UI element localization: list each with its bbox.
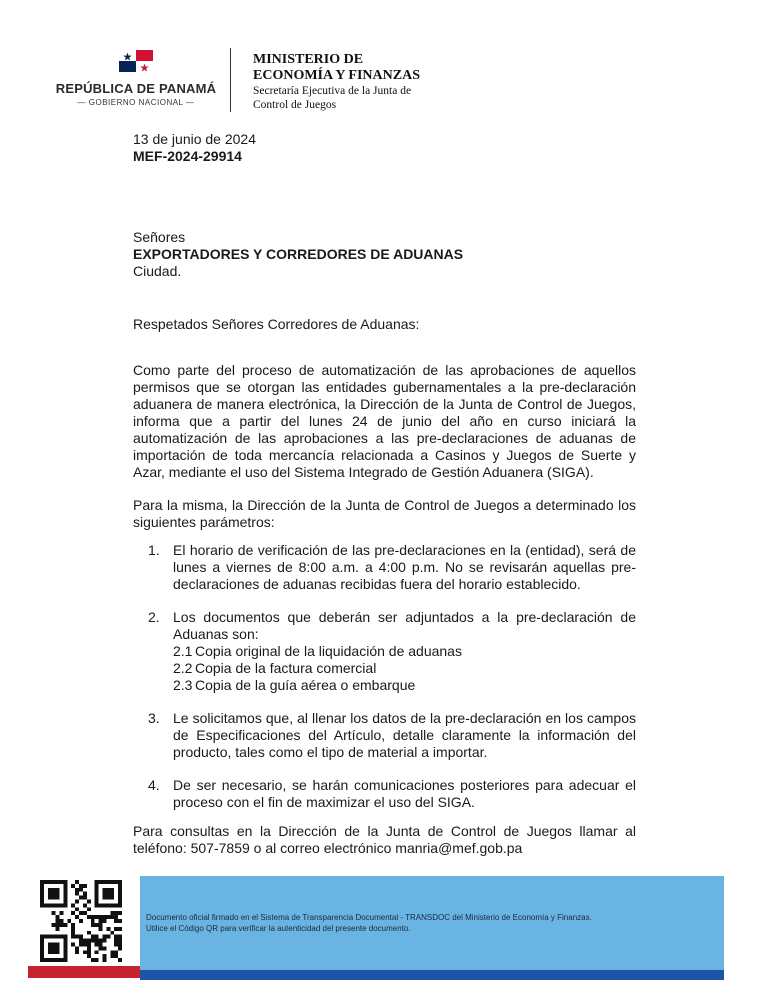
footer-notice <box>146 912 716 934</box>
footer-bar-red <box>28 966 140 978</box>
sub-item-text: Copia original de la liquidación de aduanas <box>195 643 462 659</box>
government-logo <box>52 50 220 107</box>
letter-date: 13 de junio de 2024 <box>133 131 256 147</box>
list-item <box>148 542 636 593</box>
list-item-number: 1. <box>148 542 160 558</box>
sub-item-number: 2.2 <box>173 660 193 676</box>
ministry-name-line1: MINISTERIO DE <box>253 52 364 67</box>
footer-bar-blue <box>140 970 724 980</box>
list-item-number: 2. <box>148 609 160 625</box>
list-item <box>148 777 636 811</box>
list-item-text: De ser necesario, se harán comunicaciones posteriores para adecuar el proceso con el fin de maximizar el uso del SIGA. <box>173 777 636 810</box>
addressee: EXPORTADORES Y CORREDORES DE ADUANAS <box>133 246 464 262</box>
list-item <box>148 609 636 694</box>
qr-code-icon <box>40 880 122 962</box>
paragraph-parameters: Para la misma, la Dirección de la Junta de Control de Juegos a determinado los siguientes parámetros: <box>133 497 636 530</box>
footer-line1: Documento oficial firmado en el Sistema de Transparencia Documental - TRANSDOC del Ministerio de Economía y Finanzas. <box>146 913 592 922</box>
greeting: Respetados Señores Corredores de Aduanas: <box>133 316 420 332</box>
sub-item-text: Copia de la factura comercial <box>195 660 377 676</box>
list-item-number: 3. <box>148 710 160 726</box>
list-item-text: El horario de verificación de las pre-declaraciones en la (entidad), será de lunes a viernes de 8:00 a.m. a 4:00 p.m. No se revisarán aquellas pre-declaraciones de aduanas recibidas fuera del horario establecido. <box>173 542 636 592</box>
ministry-header <box>253 52 420 112</box>
panama-flag-icon <box>119 50 153 72</box>
sub-item-number: 2.1 <box>173 643 193 659</box>
list-item-text: Los documentos que deberán ser adjuntados a la pre-declaración de Aduanas son: <box>173 609 636 642</box>
ministry-name-line2: ECONOMÍA Y FINANZAS <box>253 68 420 83</box>
country-name: REPÚBLICA DE PANAMÁ <box>55 81 217 96</box>
list-item <box>148 710 636 761</box>
footer-line2: Utilice el Código QR para verificar la autenticidad del presente documento. <box>146 924 411 933</box>
sub-item-text: Copia de la guía aérea o embarque <box>195 677 416 693</box>
sub-item <box>173 643 636 660</box>
letter-reference: MEF-2024-29914 <box>133 148 242 164</box>
header-divider <box>230 48 231 112</box>
sub-item-number: 2.3 <box>173 677 193 693</box>
secretariat-line1: Secretaría Ejecutiva de la Junta de <box>253 85 412 97</box>
secretariat-line2: Control de Juegos <box>253 99 337 111</box>
sub-item <box>173 660 636 677</box>
list-item-number: 4. <box>148 777 160 793</box>
parameters-list <box>148 542 636 827</box>
paragraph-intro: Como parte del proceso de automatización de las aprobaciones de aquellos permisos que se otorgan las entidades gubernamentales a la pre-declaración aduanera de manera electrónica, la Dirección de la Junta de Control de Juegos, informa que a partir del lunes 24 de junio del año en curso iniciará la automatización de las aprobaciones a las pre-declaraciones de aduanas de importación de toda mercancía relacionada a Casinos y Juegos de Suerte y Azar, mediante el uso del Sistema Integrado de Gestión Aduanera (SIGA). <box>133 362 636 480</box>
government-label: — GOBIERNO NACIONAL — <box>77 98 195 107</box>
addressee-salutation: Señores <box>133 229 186 245</box>
addressee-city: Ciudad. <box>133 263 182 279</box>
closing-paragraph: Para consultas en la Dirección de la Junta de Control de Juegos llamar al teléfono: 507-7859 o al correo electrónico manria@mef.gob.pa <box>133 823 636 856</box>
sub-item <box>173 677 636 694</box>
list-item-text: Le solicitamos que, al llenar los datos de la pre-declaración en los campos de Especificaciones del Artículo, detalle claramente la información del producto, tales como el tipo de material a importar. <box>173 710 636 760</box>
